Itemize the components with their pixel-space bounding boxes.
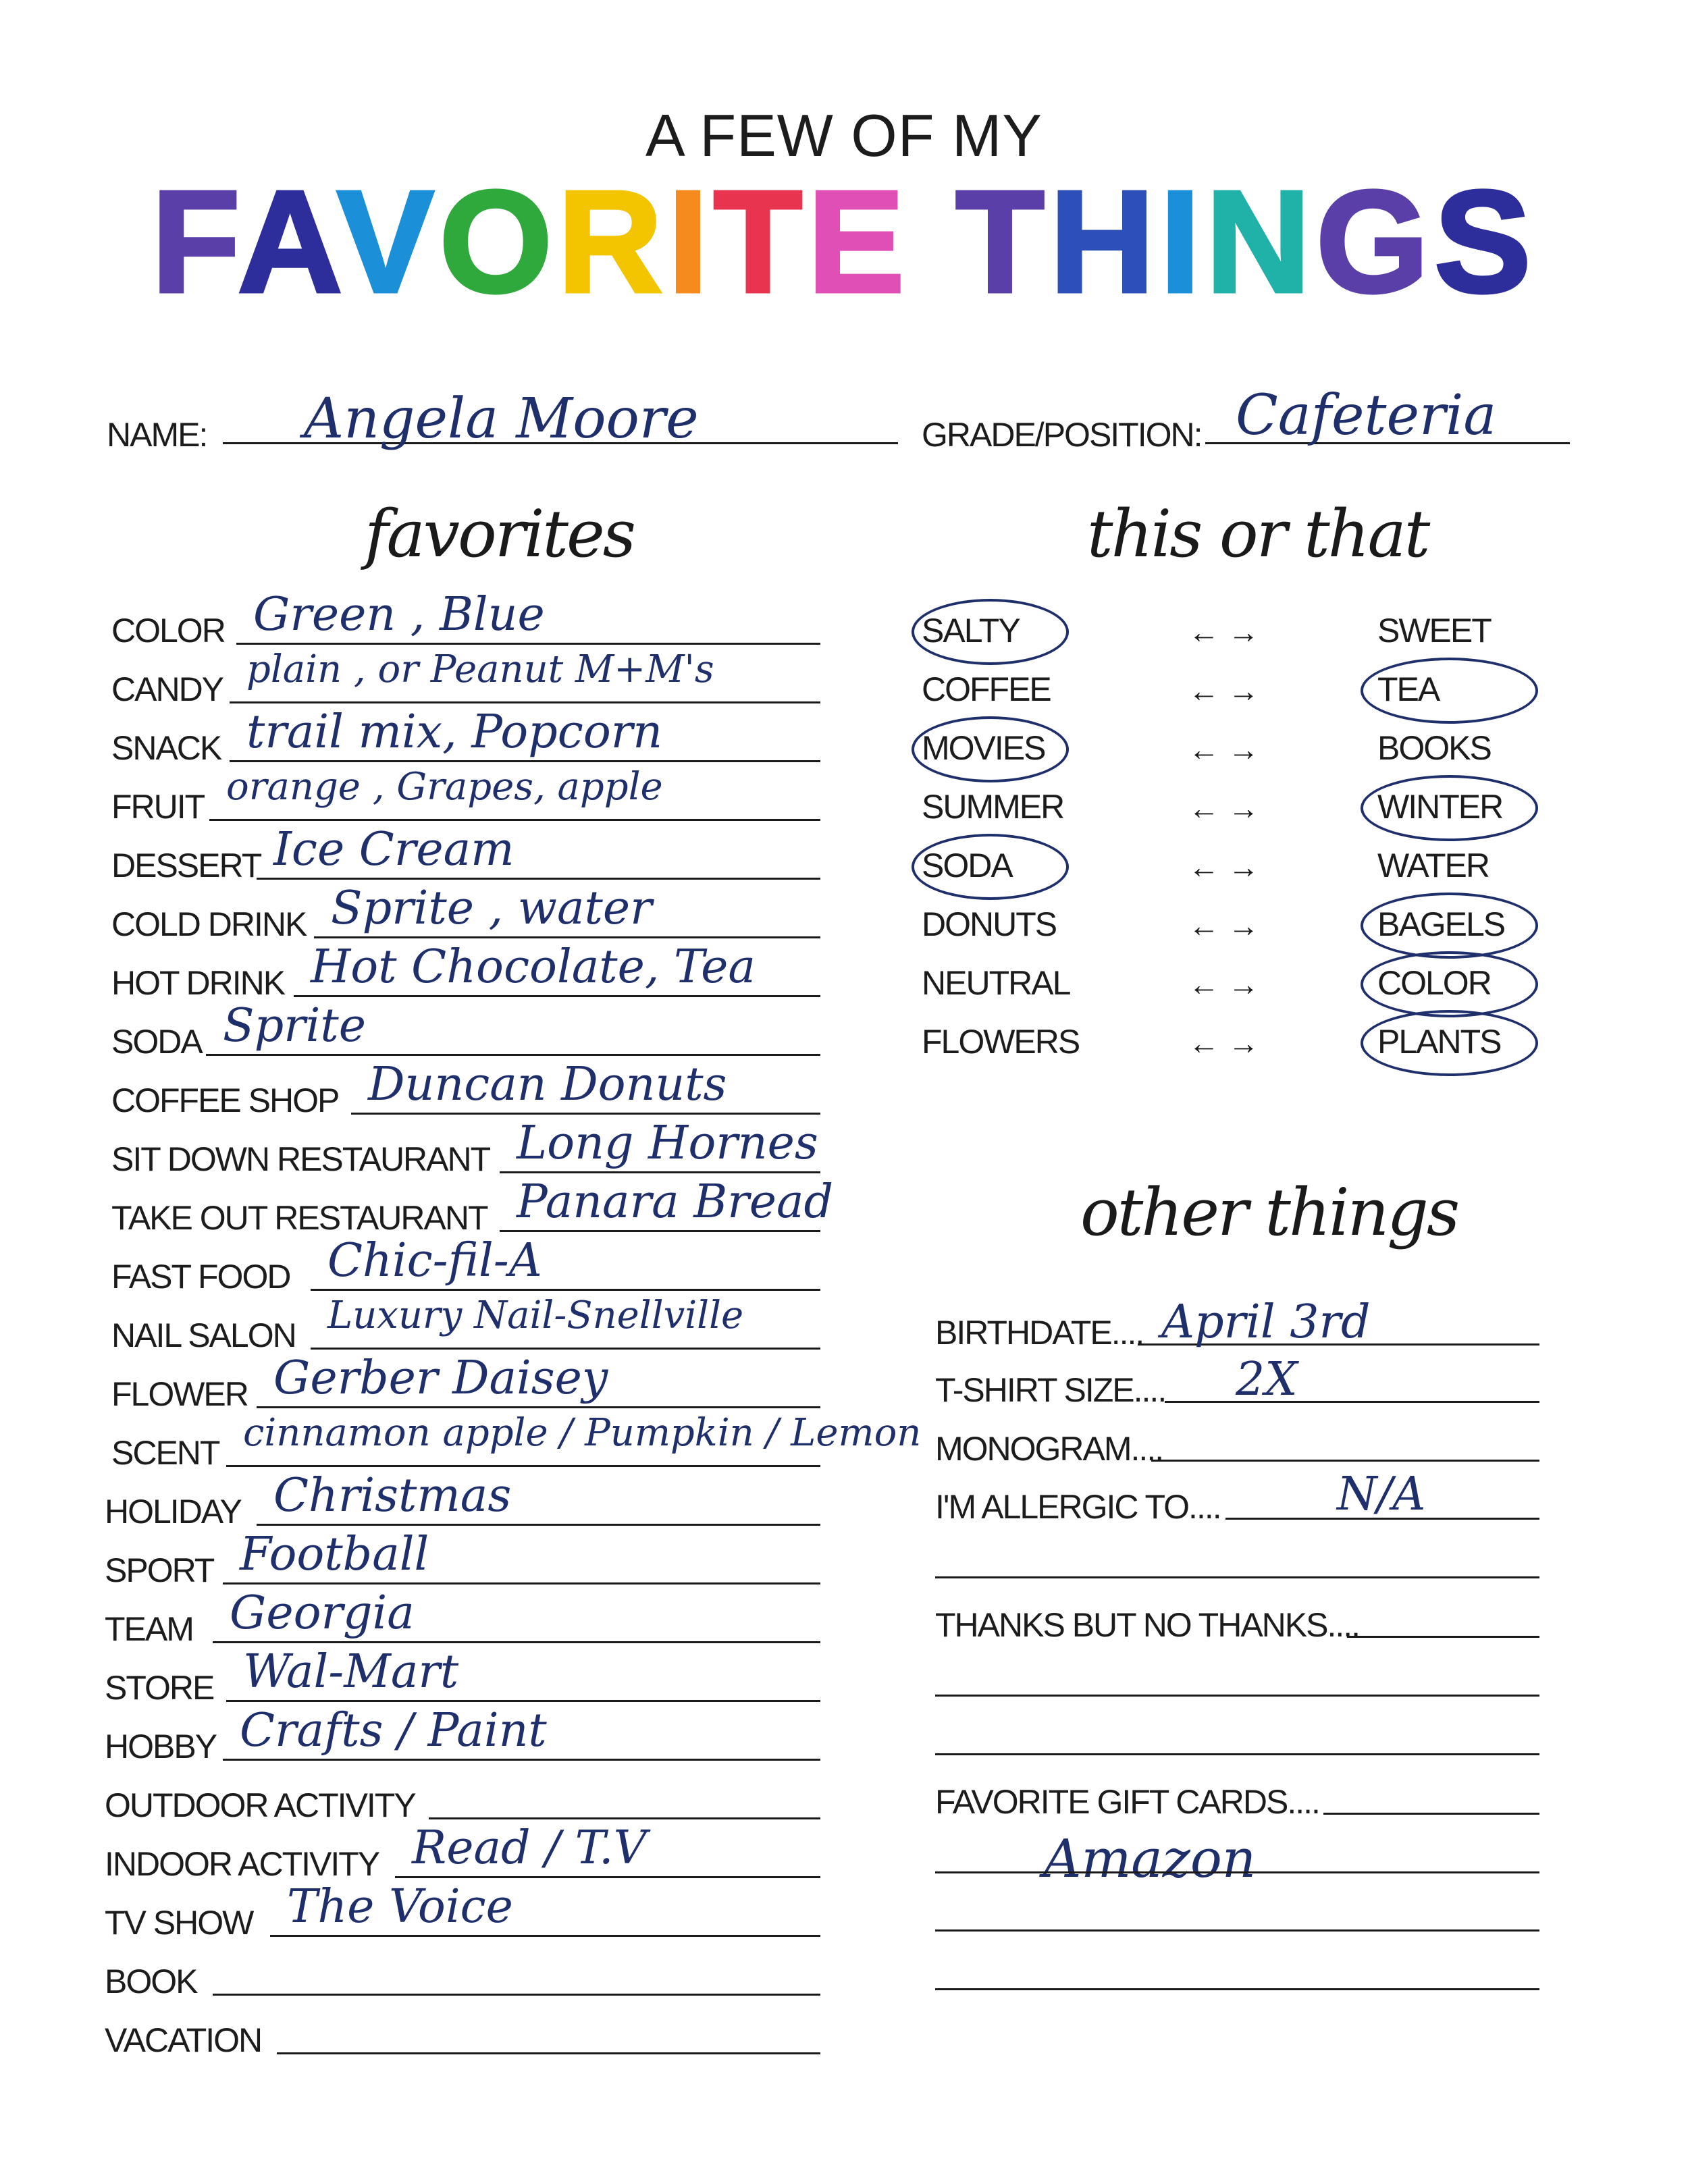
tot-left-option[interactable]: DONUTS [922, 905, 1057, 943]
title-letter: H [1049, 160, 1160, 323]
favorite-label: FAST FOOD [111, 1258, 290, 1296]
favorite-line [230, 760, 820, 762]
favorite-label: HOT DRINK [111, 964, 285, 1002]
favorite-label: STORE [105, 1669, 214, 1707]
favorite-line [213, 1641, 820, 1643]
favorite-line [257, 1524, 820, 1526]
arrows-icon: ← → [1188, 1026, 1259, 1061]
favorite-value[interactable]: Gerber Daisey [273, 1352, 608, 1405]
arrows-icon: ← → [1188, 732, 1259, 767]
favorite-value[interactable]: plain , or Peanut M+M's [246, 647, 714, 691]
allergic-value[interactable]: N/A [1337, 1468, 1426, 1521]
favorite-line [314, 936, 820, 938]
choice-circle [1361, 658, 1538, 724]
favorites-heading: favorites [365, 496, 635, 572]
favorite-value[interactable]: Duncan Donuts [368, 1058, 727, 1111]
choice-circle [1361, 1010, 1538, 1076]
giftcards-line [1323, 1813, 1539, 1815]
favorite-line [500, 1230, 820, 1232]
choice-circle [1361, 775, 1538, 841]
favorite-label: COLOR [111, 612, 225, 649]
allergic-line-2 [935, 1576, 1539, 1578]
arrows-icon: ← → [1188, 673, 1259, 708]
favorite-line [213, 1994, 820, 1996]
tot-left-option[interactable]: SALTY [922, 612, 1020, 649]
thanks-label: THANKS BUT NO THANKS.... [935, 1606, 1360, 1644]
giftcards-line-2 [935, 1871, 1539, 1873]
favorite-label: HOLIDAY [105, 1493, 241, 1530]
favorite-label: VACATION [105, 2021, 262, 2059]
title-letter: V [337, 160, 440, 323]
tot-left-option[interactable]: FLOWERS [922, 1023, 1080, 1061]
tot-right-option[interactable]: BOOKS [1377, 729, 1491, 767]
favorite-value[interactable]: Long Hornes [517, 1117, 818, 1170]
favorite-line [294, 995, 820, 997]
this-or-that-heading: this or that [1087, 496, 1429, 572]
monogram-line [1151, 1460, 1539, 1462]
favorite-line [257, 878, 820, 880]
arrows-icon: ← → [1188, 849, 1259, 884]
tot-right-option[interactable]: PLANTS [1377, 1023, 1501, 1061]
favorite-value[interactable]: orange , Grapes, apple [226, 765, 663, 809]
tshirt-value[interactable]: 2X [1236, 1353, 1298, 1406]
thanks-line-3 [935, 1753, 1539, 1755]
favorite-label: INDOOR ACTIVITY [105, 1845, 379, 1883]
favorite-value[interactable]: The Voice [287, 1880, 513, 1934]
favorite-value[interactable]: Football [240, 1528, 429, 1581]
tot-right-option[interactable]: COLOR [1377, 964, 1491, 1002]
favorite-value[interactable]: cinnamon apple / Pumpkin / Lemon [243, 1411, 922, 1455]
favorite-value[interactable]: Luxury Nail-Snellville [327, 1294, 744, 1337]
choice-circle [1361, 951, 1538, 1017]
favorite-label: HOBBY [105, 1728, 217, 1765]
favorite-value[interactable]: Sprite [223, 999, 366, 1053]
favorite-line [209, 819, 820, 821]
favorite-value[interactable]: Crafts / Paint [240, 1704, 547, 1757]
favorite-label: SODA [111, 1023, 202, 1061]
thanks-line [1347, 1636, 1539, 1638]
arrows-icon: ← → [1188, 791, 1259, 826]
choice-circle [912, 716, 1069, 782]
title-letter: I [1159, 160, 1206, 323]
birthdate-value[interactable]: April 3rd [1161, 1296, 1371, 1349]
favorite-label: DESSERT [111, 847, 261, 884]
favorite-line [311, 1289, 820, 1291]
favorite-line [270, 1935, 820, 1937]
favorite-label: SCENT [111, 1434, 219, 1472]
favorite-label: SPORT [105, 1551, 214, 1589]
tot-left-option[interactable]: NEUTRAL [922, 964, 1070, 1002]
arrows-icon: ← → [1188, 614, 1259, 649]
choice-circle [912, 834, 1069, 900]
favorite-label: TV SHOW [105, 1904, 253, 1942]
favorite-value[interactable]: Christmas [273, 1469, 512, 1522]
favorite-label: COFFEE SHOP [111, 1082, 339, 1119]
favorite-value[interactable]: Georgia [230, 1587, 415, 1640]
favorite-line [395, 1876, 820, 1878]
favorite-label: NAIL SALON [111, 1316, 296, 1354]
title-letter: R [557, 160, 668, 323]
favorite-value[interactable]: Hot Chocolate, Tea [311, 940, 756, 994]
favorite-label: SNACK [111, 729, 221, 767]
favorite-label: CANDY [111, 670, 223, 708]
favorite-line [351, 1113, 820, 1115]
title-main [0, 160, 1688, 323]
title-letter: G [1315, 160, 1435, 323]
favorite-label: BOOK [105, 1963, 197, 2000]
favorite-label: FRUIT [111, 788, 205, 826]
title-letter: S [1434, 160, 1537, 323]
tot-right-option[interactable]: WATER [1377, 847, 1489, 884]
giftcards-label: FAVORITE GIFT CARDS.... [935, 1783, 1319, 1821]
favorite-value[interactable]: Ice Cream [273, 823, 515, 876]
favorite-label: OUTDOOR ACTIVITY [105, 1786, 415, 1824]
tshirt-line [1165, 1401, 1539, 1403]
favorite-line [429, 1817, 820, 1819]
favorite-line [311, 1348, 820, 1350]
title-letter: E [808, 160, 910, 323]
giftcards-line-3 [935, 1929, 1539, 1932]
title-top: A FEW OF MY [645, 102, 1043, 169]
favorite-line [230, 701, 820, 703]
giftcards-value[interactable]: Amazon [1043, 1829, 1257, 1890]
grade-label: GRADE/POSITION: [922, 416, 1202, 454]
title-letter: O [439, 160, 558, 323]
title-letter [910, 160, 956, 323]
birthdate-label: BIRTHDATE.... [935, 1314, 1144, 1352]
arrows-icon: ← → [1188, 967, 1259, 1002]
name-label: NAME: [107, 416, 207, 454]
favorite-value[interactable]: Green , Blue [253, 588, 545, 641]
title-letter: T [713, 160, 808, 323]
favorite-line [277, 2052, 820, 2054]
tot-right-option[interactable]: WINTER [1377, 788, 1503, 826]
favorite-label: TEAM [105, 1610, 193, 1648]
title-letter: A [237, 160, 338, 323]
favorite-line [226, 1700, 820, 1702]
favorite-line [257, 1406, 820, 1408]
tot-right-option[interactable]: SWEET [1377, 612, 1491, 649]
favorite-line [500, 1171, 820, 1173]
allergic-label: I'M ALLERGIC TO.... [935, 1488, 1221, 1526]
tot-left-option[interactable]: SUMMER [922, 788, 1064, 826]
tot-right-option[interactable]: BAGELS [1377, 905, 1505, 943]
title-letter: T [955, 160, 1050, 323]
favorite-line [223, 1582, 820, 1584]
favorite-line [236, 643, 820, 645]
favorite-value[interactable]: trail mix, Popcorn [246, 705, 663, 759]
favorite-label: COLD DRINK [111, 905, 307, 943]
title-letter: F [151, 160, 238, 323]
name-value[interactable]: Angela Moore [304, 387, 699, 451]
title-letter: I [668, 160, 714, 323]
tot-left-option[interactable]: COFFEE [922, 670, 1051, 708]
favorite-value[interactable]: Read / T.V [412, 1821, 647, 1875]
choice-circle [912, 599, 1069, 665]
favorite-value[interactable]: Chic-fil-A [327, 1234, 542, 1287]
tshirt-label: T-SHIRT SIZE.... [935, 1371, 1166, 1409]
title-letter: N [1205, 160, 1316, 323]
favorite-line [226, 1465, 820, 1467]
thanks-line-2 [935, 1695, 1539, 1697]
favorite-label: SIT DOWN RESTAURANT [111, 1140, 490, 1178]
monogram-label: MONOGRAM.... [935, 1430, 1163, 1468]
tot-left-option[interactable]: MOVIES [922, 729, 1045, 767]
favorite-label: TAKE OUT RESTAURANT [111, 1199, 487, 1237]
giftcards-line-4 [935, 1988, 1539, 1990]
favorite-label: FLOWER [111, 1375, 248, 1413]
other-things-heading: other things [1080, 1175, 1458, 1250]
favorite-value[interactable]: Sprite , water [331, 882, 652, 935]
favorite-line [223, 1759, 820, 1761]
choice-circle [1361, 893, 1538, 959]
favorite-value[interactable]: Panara Bread [517, 1175, 834, 1229]
favorite-value[interactable]: Wal-Mart [243, 1645, 459, 1699]
tot-right-option[interactable]: TEA [1377, 670, 1440, 708]
favorite-line [206, 1054, 820, 1056]
grade-value[interactable]: Cafeteria [1236, 383, 1497, 448]
arrows-icon: ← → [1188, 908, 1259, 943]
tot-left-option[interactable]: SODA [922, 847, 1012, 884]
